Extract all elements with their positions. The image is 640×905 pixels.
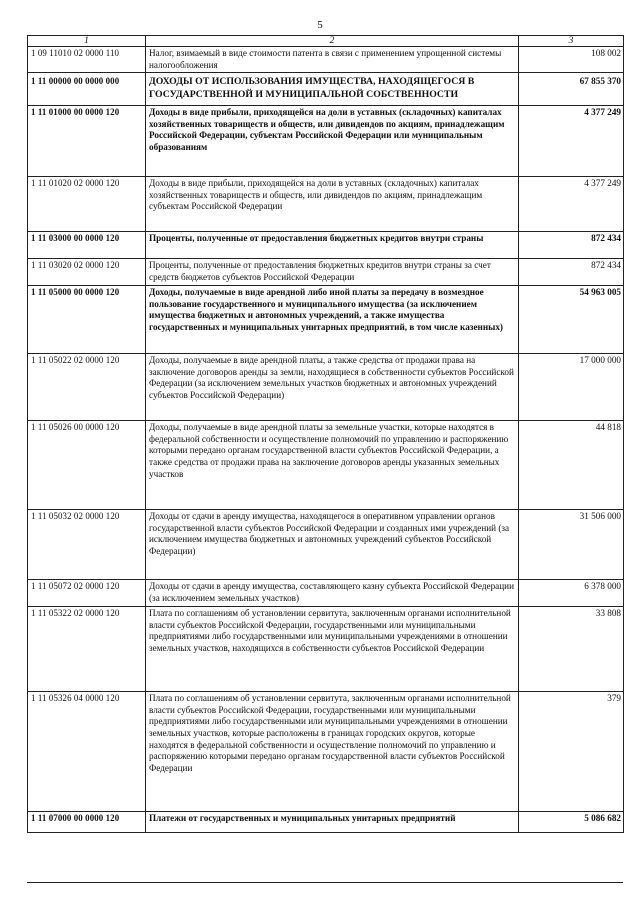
budget-revenue-table xyxy=(27,35,624,833)
row-code: 1 11 03020 02 0000 120 xyxy=(28,259,146,286)
row-amount: 108 002 xyxy=(519,47,624,73)
row-code: 1 11 00000 00 0000 000 xyxy=(28,73,146,106)
page-number: 5 xyxy=(317,19,323,31)
row-amount: 6 378 000 xyxy=(519,580,624,607)
row-name: Плата по соглашениям об установлении сервитута, заключенным органами исполнительной власти субъектов Российской Федерации, государственными или муниципальными предприятиями либо государственными или муниципальными учреждениями в отношении земельных участков, находящихся в собственности субъектов Российской Федерации xyxy=(146,607,519,692)
column-number-2: 2 xyxy=(146,36,519,47)
row-amount: 4 377 249 xyxy=(519,177,624,232)
page-bottom-rule xyxy=(27,882,623,883)
row-name: Налог, взимаемый в виде стоимости патента в связи с применением упрощенной системы налогообложения xyxy=(146,47,519,73)
table-row xyxy=(28,354,624,421)
row-name: Доходы, получаемые в виде арендной либо иной платы за передачу в возмездное пользование государственного и муниципального имущества (за исключением имущества бюджетных и автономных учреждений, а также имущества государственных и муниципальных унитарных предприятий, в том числе казенных) xyxy=(146,286,519,354)
row-name: Доходы, получаемые в виде арендной платы за земельные участки, которые находятся в федеральной собственности и осуществление полномочий по управлению и распоряжению которыми передано органам государственной власти субъектов Российской Федерации, а также средства от продажи права на заключение договоров аренды указанных земельных участков xyxy=(146,421,519,510)
row-code: 1 11 01020 02 0000 120 xyxy=(28,177,146,232)
table-row xyxy=(28,692,624,812)
row-code: 1 11 01000 00 0000 120 xyxy=(28,106,146,177)
column-number-3: 3 xyxy=(519,36,624,47)
row-name: Платежи от государственных и муниципальных унитарных предприятий xyxy=(146,812,519,833)
row-amount: 67 855 370 xyxy=(519,73,624,106)
row-amount: 44 818 xyxy=(519,421,624,510)
table-row xyxy=(28,232,624,259)
row-name: Проценты, полученные от предоставления бюджетных кредитов внутри страны за счет средств бюджетов субъектов Российской Федерации xyxy=(146,259,519,286)
row-code: 1 11 07000 00 0000 120 xyxy=(28,812,146,833)
table-row xyxy=(28,286,624,354)
table-row xyxy=(28,177,624,232)
table-row xyxy=(28,73,624,106)
row-name: Доходы от сдачи в аренду имущества, составляющего казну субъекта Российской Федерации (за исключением земельных участков) xyxy=(146,580,519,607)
row-amount: 17 000 000 xyxy=(519,354,624,421)
row-code: 1 09 11010 02 0000 110 xyxy=(28,47,146,73)
row-name: Доходы, получаемые в виде арендной платы, а также средства от продажи права на заключение договоров аренды за земли, находящиеся в собственности субъектов Российской Федерации (за исключением земельных участков бюджетных и автономных учреждений субъектов Российской Федерации) xyxy=(146,354,519,421)
row-name: ДОХОДЫ ОТ ИСПОЛЬЗОВАНИЯ ИМУЩЕСТВА, НАХОДЯЩЕГОСЯ В ГОСУДАРСТВЕННОЙ И МУНИЦИПАЛЬНОЙ СОБСТВЕННОСТИ xyxy=(146,73,519,106)
row-amount: 872 434 xyxy=(519,259,624,286)
row-code: 1 11 05026 00 0000 120 xyxy=(28,421,146,510)
row-code: 1 11 05072 02 0000 120 xyxy=(28,580,146,607)
row-code: 1 11 05000 00 0000 120 xyxy=(28,286,146,354)
row-name: Доходы в виде прибыли, приходящейся на доли в уставных (складочных) капиталах хозяйственных товариществ и обществ, или дивидендов по акциям, принадлежащим Российской Федерации, субъектам Российской Федерации или муниципальным образованиям xyxy=(146,106,519,177)
column-number-row xyxy=(28,36,624,47)
row-amount: 872 434 xyxy=(519,232,624,259)
table-row xyxy=(28,580,624,607)
row-amount: 379 xyxy=(519,692,624,812)
row-amount: 33 808 xyxy=(519,607,624,692)
table-row xyxy=(28,607,624,692)
row-amount: 54 963 005 xyxy=(519,286,624,354)
row-code: 1 11 05032 02 0000 120 xyxy=(28,510,146,580)
row-code: 1 11 03000 00 0000 120 xyxy=(28,232,146,259)
row-name: Проценты, полученные от предоставления бюджетных кредитов внутри страны xyxy=(146,232,519,259)
table-row xyxy=(28,421,624,510)
row-name: Доходы в виде прибыли, приходящейся на доли в уставных (складочных) капиталах хозяйственных товариществ и обществ, или дивидендов по акциям, принадлежащим субъектам Российской Федерации xyxy=(146,177,519,232)
row-amount: 31 506 000 xyxy=(519,510,624,580)
row-amount: 4 377 249 xyxy=(519,106,624,177)
row-code: 1 11 05326 04 0000 120 xyxy=(28,692,146,812)
row-code: 1 11 05322 02 0000 120 xyxy=(28,607,146,692)
row-name: Плата по соглашениям об установлении сервитута, заключенным органами исполнительной власти субъектов Российской Федерации, государственными или муниципальными предприятиями либо государственными или муниципальными учреждениями в отношении земельных участков, которые расположены в границах городских округов, которые находятся в федеральной собственности и осуществление полномочий по управлению и распоряжению которыми передано органам государственной власти субъектов Российской Федерации xyxy=(146,692,519,812)
row-name: Доходы от сдачи в аренду имущества, находящегося в оперативном управлении органов государственной власти субъектов Российской Федерации и созданных ими учреждений (за исключением имущества бюджетных и автономных учреждений субъектов Российской Федерации) xyxy=(146,510,519,580)
table-row xyxy=(28,47,624,73)
table-row xyxy=(28,510,624,580)
table-row xyxy=(28,259,624,286)
column-number-1: 1 xyxy=(28,36,146,47)
row-amount: 5 086 682 xyxy=(519,812,624,833)
table-row xyxy=(28,812,624,833)
row-code: 1 11 05022 02 0000 120 xyxy=(28,354,146,421)
table-row xyxy=(28,106,624,177)
